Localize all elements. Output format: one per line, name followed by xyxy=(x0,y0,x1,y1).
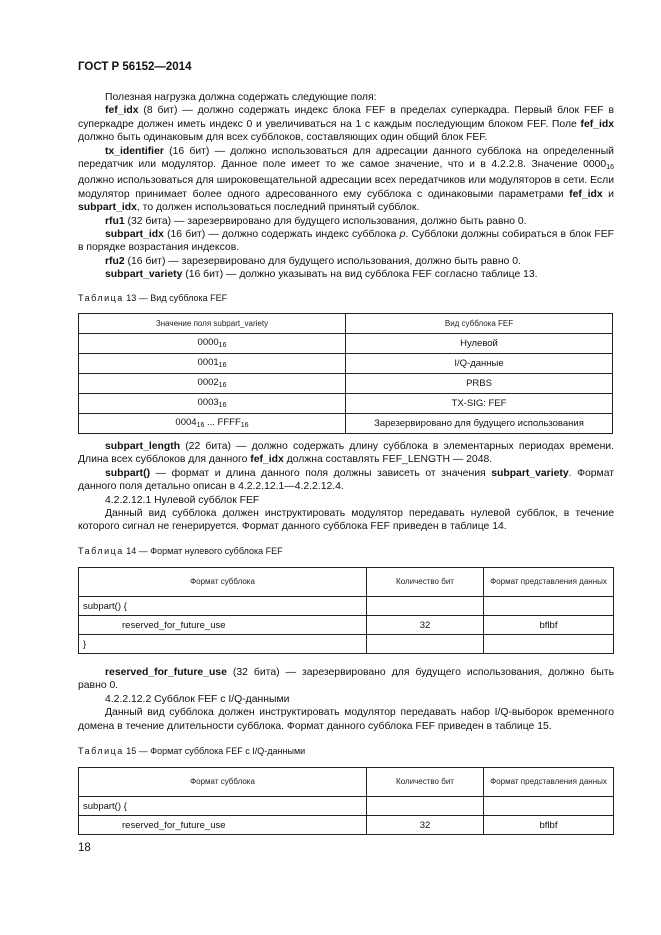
document-header: ГОСТ Р 56152—2014 xyxy=(78,61,192,73)
table-row: subpart() { xyxy=(79,797,614,816)
intro-section xyxy=(78,91,614,282)
table-row: $0002_{16}$ PRBS xyxy=(79,374,613,394)
table-row: $0001_{16}$ I/Q-данные xyxy=(79,354,613,374)
table-row: } xyxy=(79,635,614,654)
after-table14-section xyxy=(78,666,614,733)
section-12-1-paragraph: Данный вид субблока должен инструктировать модулятор передавать нулевой субблок, в течение которого сигнал не генерируется. Формат данного субблока FEF приведен в таблице 14. xyxy=(78,508,614,533)
rfu-paragraph: reserved_for_future_use (32 бита) — зарезервировано для будущего использования, должно быть равно 0. xyxy=(78,667,614,692)
table14-header-repr: Формат представления данных xyxy=(484,568,614,597)
table15-header-format: Формат субблока xyxy=(79,768,367,797)
subpart-idx-paragraph: subpart_idx (16 бит) — должно содержать индекс субблока p. Субблоки должны собираться в блок FEF в порядке возрастания индексов. xyxy=(78,229,614,254)
table-row: $0004_{16}$ ... $FFFF_{16}$ Зарезервировано для будущего использования xyxy=(79,414,613,434)
table15-header-repr: Формат представления данных xyxy=(484,768,614,797)
section-heading-12-2: 4.2.2.12.2 Субблок FEF с I/Q-данными xyxy=(105,693,290,705)
table13-header-value: Значение поля subpart_variety xyxy=(79,314,346,334)
table-row: reserved_for_future_use 32 bflbf xyxy=(79,816,614,835)
rfu2-paragraph: rfu2 (16 бит) — зарезервировано для будущего использования, должно быть равно 0. xyxy=(105,255,521,267)
table15 xyxy=(78,767,614,835)
table14 xyxy=(78,567,614,654)
table15-header-bits: Количество бит xyxy=(367,768,484,797)
page-number: 18 xyxy=(78,842,91,854)
table-row: $0000_{16}$ Нулевой xyxy=(79,334,613,354)
table-row: subpart() { xyxy=(79,597,614,616)
table15-caption: Таблица 15 — Формат субблока FEF с I/Q-данными xyxy=(78,746,306,756)
subpart-paragraph: subpart() — формат и длина данного поля должны зависеть от значения subpart_variety. Формат данного поля детально описан в 4.2.2.12.1—4.2.2.12.4. xyxy=(78,467,615,493)
tx-identifier-paragraph: tx_identifier (16 бит) — должно использоваться для адресации данного субблока на определенный передатчик или модулятор. Данное поле имеет то же самое значение, что и в 4.2.2.8. Значение $0000_{16}$ должно использоваться для широковещательной адресации всех передатчиков или модуляторов в сети. Если модулятор принимает более одного адресованного ему субблока с одинаковыми параметрами fef_idx и subpart_idx, то должен использоваться последний принятый субблок. xyxy=(78,145,614,214)
table13 xyxy=(78,313,613,434)
rfu1-paragraph: rfu1 (32 бита) — зарезервировано для будущего использования, должно быть равно 0. xyxy=(105,215,527,227)
table14-header-format: Формат субблока xyxy=(79,568,367,597)
table13-block xyxy=(78,292,614,434)
subpart-length-paragraph: subpart_length (22 бита) — должно содержать длину субблока в элементарных периодах времени. Длина всех субблоков для данного fef_idx должна составлять FEF_LENGTH — 2048. xyxy=(78,441,614,466)
table14-block xyxy=(78,545,614,654)
table-row: $0003_{16}$ TX-SIG: FEF xyxy=(79,394,613,414)
fef-idx-paragraph: fef_idx (8 бит) — должно содержать индекс блока FEF в пределах суперкадра. Первый блок FEF в суперкадре должен иметь индекс 0 и увеличиваться на 1 с каждым последующим блоком FEF. Поле fef_idx должно быть одинаковым для всех субблоков, составляющих один общий блок FEF. xyxy=(78,105,614,144)
section-heading-12-1: 4.2.2.12.1 Нулевой субблок FEF xyxy=(105,494,260,506)
table14-caption: Таблица 14 — Формат нулевого субблока FEF xyxy=(78,546,283,556)
table15-block xyxy=(78,745,614,835)
section-12-2-paragraph: Данный вид субблока должен инструктировать модулятор передавать набор I/Q-выборок временного домена в течение длительности субблока. Формат данного субблока FEF приведен в таблице 15. xyxy=(78,707,614,732)
table13-header-kind: Вид субблока FEF xyxy=(346,314,613,334)
after-table13-section xyxy=(78,440,614,534)
subpart-variety-paragraph: subpart_variety (16 бит) — должно указывать на вид субблока FEF согласно таблице 13. xyxy=(105,269,538,281)
table-row: reserved_for_future_use 32 bflbf xyxy=(79,616,614,635)
table14-header-bits: Количество бит xyxy=(367,568,484,597)
intro-paragraph: Полезная нагрузка должна содержать следующие поля: xyxy=(105,92,377,103)
table13-caption: Таблица 13 — Вид субблока FEF xyxy=(78,293,228,303)
